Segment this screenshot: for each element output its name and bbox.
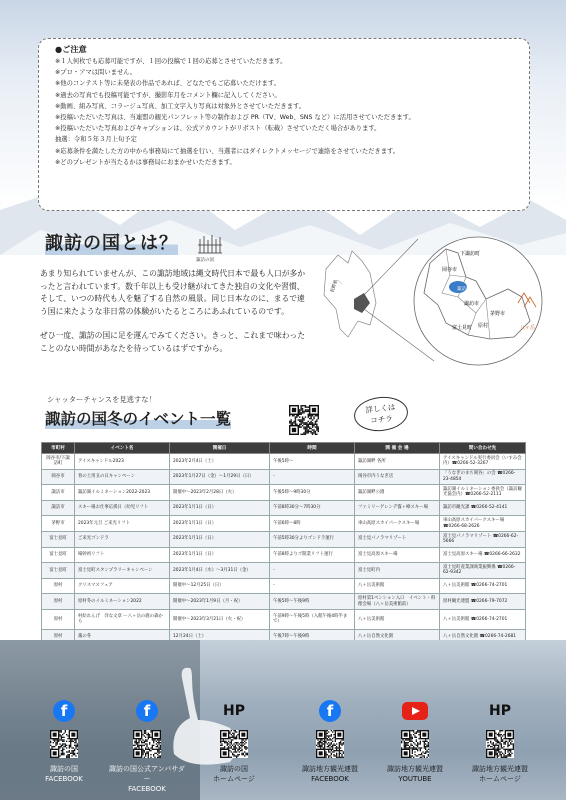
- table-cell: 諏訪市: [42, 500, 75, 516]
- table-cell: 諏訪湖畔公園: [355, 485, 440, 501]
- link-youtube-4[interactable]: [375, 700, 455, 784]
- table-row: [42, 563, 526, 579]
- table-header-row: [42, 443, 526, 454]
- notice-title: ●ご注意: [55, 44, 87, 54]
- table-cell: 2023年1月1日（日）: [170, 531, 270, 547]
- link-hp-2[interactable]: [194, 700, 274, 784]
- qr-code[interactable]: [220, 730, 248, 758]
- events-title: 諏訪の国冬のイベント一覧: [45, 409, 232, 428]
- table-cell: 車山高原スカイパークスキー場: [355, 516, 440, 532]
- map-pref-label: 長野県: [330, 279, 340, 294]
- link-label: 諏訪の国 ホームページ: [213, 765, 255, 783]
- notice-item: ※他のコンテスト等に未発表の作品であれば、どなたでもご応募いただけます。: [55, 80, 280, 88]
- table-cell: 八ヶ岳美術館 ☎0266-74-2701: [440, 578, 526, 594]
- table-cell: 富士見パノラマリゾート: [355, 531, 440, 547]
- table-cell: 2023年元旦 ご来光リフト: [75, 516, 170, 532]
- column-header: 開 催 会 場: [355, 443, 440, 454]
- column-header: 市町村: [42, 443, 75, 454]
- link-facebook-1[interactable]: [107, 700, 187, 794]
- table-cell: 富士見町スタンプラリーキャンペーン: [75, 563, 170, 579]
- qr-code[interactable]: [133, 730, 161, 758]
- table-cell: -: [270, 578, 355, 594]
- map-label: 諏訪市: [464, 301, 480, 307]
- table-cell: 2023年1月1日（日）: [170, 516, 270, 532]
- qr-code[interactable]: [486, 730, 514, 758]
- homepage-icon[interactable]: HP: [489, 703, 511, 719]
- table-cell: 諏訪市: [42, 485, 75, 501]
- table-cell: 八ヶ岳美術館 ☎0266-74-2701: [440, 609, 526, 629]
- table-cell: 午前6時〜8時: [270, 516, 355, 532]
- qr-code[interactable]: [316, 730, 344, 758]
- table-cell: 原村: [42, 629, 75, 645]
- qr-code[interactable]: [50, 730, 78, 758]
- table-cell: 原村冬のイルミネーション2022: [75, 594, 170, 610]
- column-header: 時間: [270, 443, 355, 454]
- notice-item: ※動画、組み写真、コラージュ写真、加工文字入り写真は対象外とさせていただきます。: [55, 102, 306, 110]
- column-header: 問い合わせ先: [440, 443, 526, 454]
- table-cell: 村絵れんげ 洋な文章 ー八ヶ岳の鹿の森から: [75, 609, 170, 629]
- table-cell: 富士見高原スキー場 ☎0266-66-2632: [440, 547, 526, 563]
- map-label: 原村: [478, 323, 489, 329]
- link-facebook-0[interactable]: [24, 700, 104, 784]
- table-cell: 開催中〜2023年1月9日（月・祝）: [170, 594, 270, 610]
- suwa-region-map: [318, 233, 548, 381]
- qr-code[interactable]: [401, 730, 429, 758]
- homepage-icon[interactable]: HP: [223, 703, 245, 719]
- table-cell: 2023年1月27日（金）〜1月29日（日）: [170, 469, 270, 485]
- table-row: [42, 485, 526, 501]
- table-row: [42, 469, 526, 485]
- events-kicker: シャッターチャンスを見逃すな！: [47, 395, 156, 404]
- table-cell: 午後5時〜9時30分: [270, 485, 355, 501]
- link-label: 諏訪地方観光連盟 FACEBOOK: [302, 765, 358, 783]
- notice-item: ※過去の写真でも投稿可能ですが、撮影年月をコメント欄に記入してください。: [55, 91, 281, 99]
- table-cell: 春の土用丑の日キャンペーン: [75, 469, 170, 485]
- table-cell: -: [270, 563, 355, 579]
- table-cell: 2023年1月1日（日）: [170, 547, 270, 563]
- table-cell: 富士見町産業課商業振興係 ☎0266-62-9342: [440, 563, 526, 579]
- table-cell: 藁の冬: [75, 629, 170, 645]
- notice-item: 抽選：令和５年３月上旬予定: [55, 136, 137, 144]
- table-cell: 諏訪湖イルミネーション2022-2023: [75, 485, 170, 501]
- map-label: 岡谷市: [442, 267, 458, 273]
- table-cell: 茅野市: [42, 516, 75, 532]
- table-cell: 2023年2月4日（土）: [170, 454, 270, 470]
- table-cell: 富士見パノラマリゾート ☎0266-62-5666: [440, 531, 526, 547]
- events-table: [41, 442, 525, 661]
- table-cell: 八ヶ岳美術館: [355, 609, 440, 629]
- notice-item: ※１人何枚でも応募可能ですが、１回の投稿で１回の応募とさせていただきます。: [55, 58, 287, 65]
- logo-label: 諏訪の国: [196, 258, 214, 263]
- table-cell: 八ヶ岳自然文化園 ☎0266-74-2681: [440, 629, 526, 645]
- table-cell: 午前5時30分よりゴンドラ運行: [270, 531, 355, 547]
- facebook-icon[interactable]: f: [53, 700, 75, 722]
- notice-item: ※投稿いただいた写真は、当連盟の観光パンフレット等の制作および PR（TV、Web、SNS など）に活用させていただきます。: [55, 114, 415, 122]
- map-label: 下諏訪町: [460, 251, 481, 257]
- table-cell: 午前8時よりゴ開業リフト運行: [270, 547, 355, 563]
- table-cell: 開催中〜2023年2月28日（火）: [170, 485, 270, 501]
- facebook-icon[interactable]: f: [319, 700, 341, 722]
- notice-item: ※プロ・アマは問いません。: [55, 69, 137, 77]
- table-cell: 車山高原スカイパークスキー場 ☎0266-68-2626: [440, 516, 526, 532]
- table-cell: 午前9時〜午後5時（入館午後4時半まで）: [270, 609, 355, 629]
- column-header: 開催日: [170, 443, 270, 454]
- about-body: [40, 268, 308, 356]
- notice-item: ※投稿いただいた写真およびキャプションは、公式アカウントがリポスト（転載）させていただく場合があります。: [55, 125, 381, 133]
- table-cell: 岡谷市/下諏訪町: [42, 454, 75, 470]
- link-label: 諏訪の国公式アンバサダー FACEBOOK: [109, 765, 185, 793]
- table-cell: 午前8時30分〜7時30分: [270, 500, 355, 516]
- table-cell: -: [270, 469, 355, 485]
- link-label: 諏訪地方観光連盟 YOUTUBE: [387, 765, 443, 783]
- table-cell: 開催中〜2023年3月21日（火・祝）: [170, 609, 270, 629]
- link-hp-5[interactable]: [460, 700, 540, 784]
- table-cell: 午後5時〜: [270, 454, 355, 470]
- about-paragraph: ぜひ一度、諏訪の国に足を運んでみてください。きっと、これまで味わったことのない時間があなたを待っているはずですから。: [40, 331, 306, 353]
- table-cell: 富士見町: [42, 547, 75, 563]
- table-cell: 12月24日（土）: [170, 629, 270, 645]
- events-qr-code[interactable]: [289, 405, 319, 435]
- suwa-logo-icon: [197, 231, 223, 257]
- table-cell: 諏訪湖イルミネーション委員会（諏訪観光協会内）☎0266-52-2111: [440, 485, 526, 501]
- table-cell: 原村: [42, 578, 75, 594]
- table-cell: 「うなぎのまち岡谷」の会 ☎0266-23-4854: [440, 469, 526, 485]
- notice-item: ※どのプレゼントが当たるかは事務局におまかせいただきます。: [55, 158, 236, 166]
- about-title: 諏訪の国とは？: [45, 229, 178, 255]
- details-bubble[interactable]: 詳しくは コチラ: [352, 394, 409, 433]
- table-cell: 場幹初リフト: [75, 547, 170, 563]
- table-cell: 諏訪市観光課 ☎0266-52-4141: [440, 500, 526, 516]
- table-cell: 原村: [42, 594, 75, 610]
- table-cell: スキー場お仕事応援日（幼児リフト: [75, 500, 170, 516]
- map-label: 富士見町: [452, 325, 473, 331]
- table-cell: 富士見高原スキー場: [355, 547, 440, 563]
- column-header: イベント名: [75, 443, 170, 454]
- table-cell: 富士見町: [42, 531, 75, 547]
- table-row: [42, 500, 526, 516]
- table-cell: ファミリーゲレンデ霧ヶ峰スキー場: [355, 500, 440, 516]
- table-row: [42, 531, 526, 547]
- table-cell: ご来光ゴンドラ: [75, 531, 170, 547]
- table-cell: 原村: [42, 609, 75, 629]
- facebook-icon[interactable]: f: [136, 700, 158, 722]
- table-row: [42, 516, 526, 532]
- notice-box: [38, 38, 530, 211]
- map-label: 諏訪湖: [457, 287, 471, 292]
- youtube-icon[interactable]: [402, 702, 428, 720]
- map-label: 茅野市: [490, 311, 506, 317]
- map-label: 八ヶ岳: [520, 325, 536, 331]
- table-cell: 原村観光連盟 ☎0266-79-7072: [440, 594, 526, 610]
- table-row: [42, 594, 526, 610]
- table-cell: 午後7時〜午後9時: [270, 629, 355, 645]
- table-cell: 2023年1月4日（水）〜3月31日（金）: [170, 563, 270, 579]
- table-cell: 富士見町: [42, 563, 75, 579]
- table-row: [42, 454, 526, 470]
- table-cell: 2023年1月1日（日）: [170, 500, 270, 516]
- table-cell: 岡谷市: [42, 469, 75, 485]
- table-cell: 諏訪湖畔 各所: [355, 454, 440, 470]
- table-cell: 原村第1ペンション入口 イベント・料理会場（八ヶ岳美術館前）: [355, 594, 440, 610]
- table-cell: アイスキャンドル2023: [75, 454, 170, 470]
- table-cell: 八ヶ岳自然文化園: [355, 629, 440, 645]
- table-cell: 午後5時〜午後9時: [270, 594, 355, 610]
- table-row: [42, 578, 526, 594]
- about-paragraph: あまり知られていませんが、この諏訪地域は縄文時代日本で最も人口が多かったと言われています。数千年以上も受け継がれてきた独自の文化や習慣、そして、いつの時代も人を魅了する自然の風景。同じ日本なのに、まるで違う国に来たような非日常の体験がいたるところにあふれているのです。: [40, 269, 306, 316]
- table-cell: クリスマスフェア: [75, 578, 170, 594]
- table-cell: 開催中〜12月25日（日）: [170, 578, 270, 594]
- table-cell: アイスキャンドル実行委員会（いすみ会内）☎0266-52-3267: [440, 454, 526, 470]
- link-label: 諏訪地方観光連盟 ホームページ: [472, 765, 528, 783]
- table-cell: 八ヶ岳美術館: [355, 578, 440, 594]
- link-facebook-3[interactable]: [290, 700, 370, 784]
- table-row: [42, 609, 526, 629]
- table-row: [42, 547, 526, 563]
- table-cell: 岡谷市内うなぎ店: [355, 469, 440, 485]
- notice-item: ※応募条件を満たした方の中から事務局にて抽選を行い、当選者にはダイレクトメッセージで連絡をさせていただきます。: [55, 147, 400, 155]
- link-label: 諏訪の国 FACEBOOK: [45, 765, 83, 783]
- table-cell: 富士見町内: [355, 563, 440, 579]
